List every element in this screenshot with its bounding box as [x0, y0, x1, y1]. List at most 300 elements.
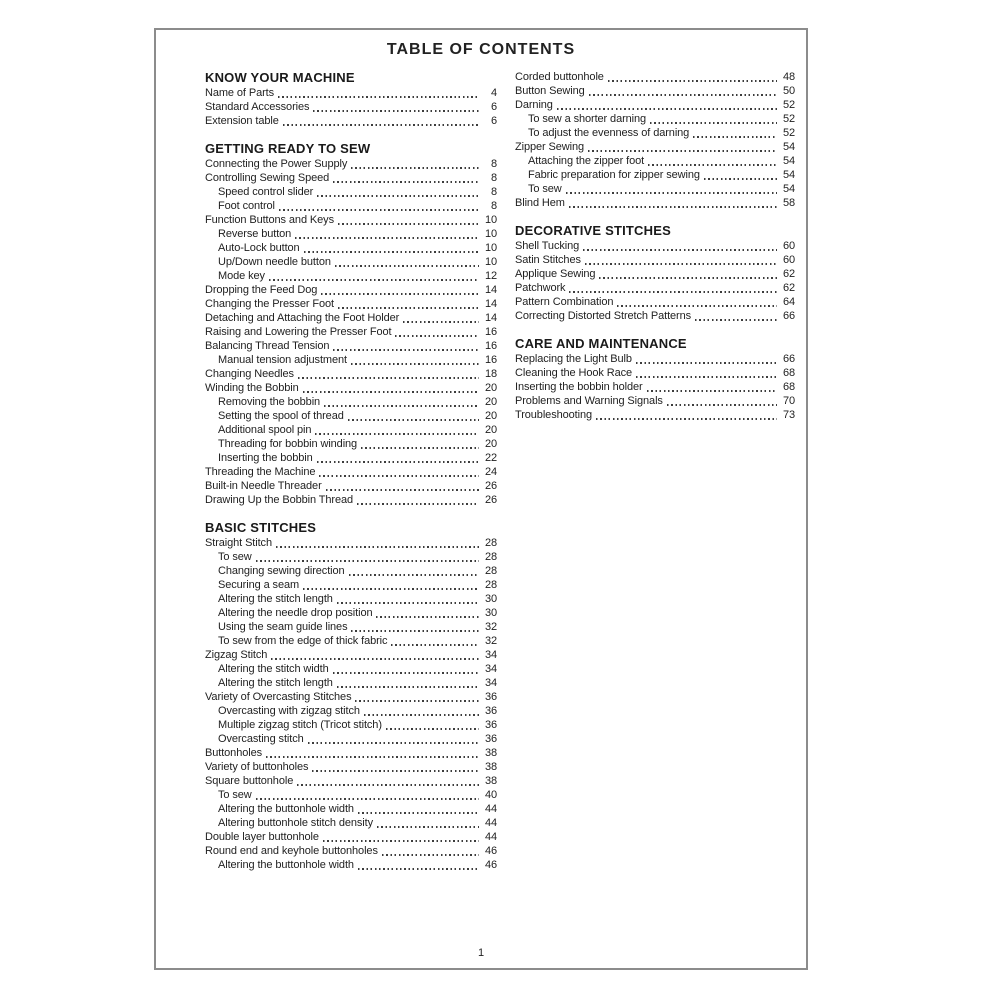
dot-leader — [557, 108, 777, 110]
toc-item — [515, 295, 795, 309]
toc-item — [515, 112, 795, 126]
toc-item-page: 54 — [782, 141, 795, 153]
toc-item — [515, 281, 795, 295]
toc-item-label: Round end and keyhole buttonholes — [205, 845, 378, 857]
toc-item-label: Changing sewing direction — [218, 565, 345, 577]
dot-leader — [266, 756, 479, 758]
toc-item-page: 20 — [484, 382, 497, 394]
toc-item — [205, 100, 497, 114]
toc-item — [205, 788, 497, 802]
toc-item-label: Zipper Sewing — [515, 141, 585, 153]
toc-item-page: 38 — [484, 775, 497, 787]
section-header: KNOW YOUR MACHINE — [205, 70, 355, 85]
toc-item-page: 10 — [484, 242, 497, 254]
dot-leader — [338, 307, 479, 309]
dot-leader — [391, 644, 479, 646]
toc-item-page: 36 — [484, 733, 497, 745]
toc-item-label: Altering the stitch length — [218, 593, 333, 605]
toc-item — [205, 690, 497, 704]
toc-item-label: Drawing Up the Bobbin Thread — [205, 494, 354, 506]
toc-item — [205, 704, 497, 718]
toc-item-label: Using the seam guide lines — [218, 621, 348, 633]
toc-item-label: Double layer buttonhole — [205, 831, 319, 843]
toc-item-label: Changing the Presser Foot — [205, 298, 334, 310]
dot-leader — [695, 319, 777, 321]
section-header: DECORATIVE STITCHES — [515, 223, 671, 238]
toc-item — [205, 114, 497, 128]
toc-item-page: 16 — [484, 326, 497, 338]
toc-item-page: 26 — [484, 494, 497, 506]
toc-item-page: 16 — [484, 340, 497, 352]
toc-item — [205, 381, 497, 395]
toc-item-page: 58 — [782, 197, 795, 209]
toc-item-label: Darning — [515, 99, 553, 111]
toc-item-page: 50 — [782, 85, 795, 97]
toc-item-label: Overcasting stitch — [218, 733, 304, 745]
toc-item-label: Altering the buttonhole width — [218, 803, 354, 815]
toc-item-label: Detaching and Attaching the Foot Holder — [205, 312, 400, 324]
toc-section — [515, 70, 795, 210]
toc-item — [515, 352, 795, 366]
toc-item-label: Balancing Thread Tension — [205, 340, 330, 352]
toc-item — [205, 437, 497, 451]
toc-item — [205, 227, 497, 241]
toc-item — [205, 802, 497, 816]
toc-item — [205, 199, 497, 213]
toc-item-label: Setting the spool of thread — [218, 410, 344, 422]
dot-leader — [704, 178, 777, 180]
toc-item-page: 48 — [782, 71, 795, 83]
toc-item-page: 16 — [484, 354, 497, 366]
dot-leader — [338, 223, 479, 225]
toc-item — [205, 395, 497, 409]
dot-leader — [283, 124, 479, 126]
toc-item-page: 18 — [484, 368, 497, 380]
toc-item — [205, 86, 497, 100]
dot-leader — [315, 433, 479, 435]
dot-leader — [358, 812, 479, 814]
toc-item — [515, 309, 795, 323]
toc-item-label: Replacing the Light Bulb — [515, 353, 632, 365]
dot-leader — [351, 363, 479, 365]
toc-item — [515, 394, 795, 408]
toc-item-label: Raising and Lowering the Presser Foot — [205, 326, 392, 338]
toc-item-page: 32 — [484, 621, 497, 633]
toc-item — [515, 70, 795, 84]
dot-leader — [636, 362, 777, 364]
toc-item — [515, 140, 795, 154]
toc-item-label: Fabric preparation for zipper sewing — [528, 169, 700, 181]
dot-leader — [319, 475, 479, 477]
toc-item-label: Extension table — [205, 115, 279, 127]
toc-item-page: 8 — [490, 200, 497, 212]
document-page — [154, 28, 808, 970]
toc-item-page: 44 — [484, 831, 497, 843]
section-header: BASIC STITCHES — [205, 520, 317, 535]
dot-leader — [303, 588, 479, 590]
toc-section — [515, 336, 795, 422]
toc-item-page: 36 — [484, 691, 497, 703]
dot-leader — [355, 700, 479, 702]
toc-item-page: 22 — [484, 452, 497, 464]
toc-item-label: Securing a seam — [218, 579, 300, 591]
toc-item-page: 54 — [782, 183, 795, 195]
toc-item-label: Cleaning the Hook Race — [515, 367, 633, 379]
toc-item-label: Altering the stitch length — [218, 677, 333, 689]
toc-item — [205, 255, 497, 269]
toc-item — [205, 241, 497, 255]
toc-item — [205, 479, 497, 493]
toc-item — [515, 126, 795, 140]
dot-leader — [585, 263, 777, 265]
dot-leader — [308, 742, 479, 744]
toc-item-label: Applique Sewing — [515, 268, 596, 280]
dot-leader — [333, 181, 479, 183]
dot-leader — [361, 447, 479, 449]
toc-item — [205, 732, 497, 746]
toc-item — [205, 564, 497, 578]
toc-item-page: 34 — [484, 663, 497, 675]
toc-item-label: Manual tension adjustment — [218, 354, 347, 366]
dot-leader — [647, 390, 777, 392]
dot-leader — [278, 96, 479, 98]
toc-item — [205, 550, 497, 564]
toc-item — [515, 267, 795, 281]
toc-item-page: 68 — [782, 381, 795, 393]
dot-leader — [608, 80, 777, 82]
dot-leader — [298, 377, 479, 379]
toc-item-label: To sew — [218, 551, 252, 563]
toc-item-page: 20 — [484, 424, 497, 436]
toc-item — [515, 196, 795, 210]
toc-item — [205, 606, 497, 620]
toc-item-page: 66 — [782, 310, 795, 322]
toc-item — [205, 578, 497, 592]
toc-item — [205, 213, 497, 227]
dot-leader — [395, 335, 479, 337]
dot-leader — [650, 122, 777, 124]
toc-item-label: Threading for bobbin winding — [218, 438, 358, 450]
toc-item — [205, 339, 497, 353]
toc-item — [515, 182, 795, 196]
dot-leader — [271, 658, 479, 660]
toc-item-page: 73 — [782, 409, 795, 421]
toc-item — [515, 154, 795, 168]
dot-leader — [386, 728, 479, 730]
toc-item-page: 32 — [484, 635, 497, 647]
toc-item — [205, 409, 497, 423]
toc-item-page: 38 — [484, 761, 497, 773]
toc-item-page: 10 — [484, 214, 497, 226]
toc-item — [515, 98, 795, 112]
toc-item-page: 60 — [782, 240, 795, 252]
dot-leader — [357, 503, 479, 505]
section-header: CARE AND MAINTENANCE — [515, 336, 687, 351]
toc-item-label: Reverse button — [218, 228, 292, 240]
toc-item — [205, 297, 497, 311]
toc-item — [515, 380, 795, 394]
toc-item-page: 28 — [484, 537, 497, 549]
toc-item-page: 60 — [782, 254, 795, 266]
toc-item-label: Shell Tucking — [515, 240, 580, 252]
toc-item-label: Blind Hem — [515, 197, 565, 209]
dot-leader — [569, 291, 777, 293]
toc-item-label: Altering the buttonhole width — [218, 859, 354, 871]
dot-leader — [335, 265, 479, 267]
toc-item-label: Pattern Combination — [515, 296, 614, 308]
dot-leader — [569, 206, 777, 208]
toc-item-label: Speed control slider — [218, 186, 314, 198]
toc-item — [205, 171, 497, 185]
toc-item-label: Corded buttonhole — [515, 71, 604, 83]
toc-item — [205, 283, 497, 297]
toc-item-page: 20 — [484, 410, 497, 422]
toc-item — [205, 325, 497, 339]
dot-leader — [321, 293, 479, 295]
dot-leader — [636, 376, 777, 378]
toc-item-label: To sew — [218, 789, 252, 801]
toc-item-label: Auto-Lock button — [218, 242, 300, 254]
toc-item — [205, 367, 497, 381]
toc-item-label: Altering the needle drop position — [218, 607, 373, 619]
dot-leader — [349, 574, 479, 576]
toc-item-page: 12 — [484, 270, 497, 282]
dot-leader — [269, 279, 479, 281]
dot-leader — [337, 686, 479, 688]
toc-item-label: Changing Needles — [205, 368, 294, 380]
toc-section — [205, 520, 497, 872]
toc-item-page: 26 — [484, 480, 497, 492]
toc-item-page: 14 — [484, 298, 497, 310]
dot-leader — [313, 110, 479, 112]
toc-item — [205, 816, 497, 830]
toc-item-page: 46 — [484, 845, 497, 857]
toc-item-label: Buttonholes — [205, 747, 262, 759]
toc-item-page: 10 — [484, 228, 497, 240]
toc-item-label: Foot control — [218, 200, 275, 212]
dot-leader — [351, 167, 479, 169]
toc-item-page: 36 — [484, 705, 497, 717]
toc-item — [515, 408, 795, 422]
dot-leader — [276, 546, 479, 548]
toc-item-page: 8 — [490, 172, 497, 184]
dot-leader — [295, 237, 479, 239]
toc-section — [205, 141, 497, 507]
dot-leader — [326, 489, 479, 491]
toc-item-page: 20 — [484, 396, 497, 408]
dot-leader — [317, 461, 479, 463]
toc-item-page: 8 — [490, 158, 497, 170]
toc-item-page: 54 — [782, 155, 795, 167]
toc-item — [205, 648, 497, 662]
toc-item-page: 20 — [484, 438, 497, 450]
toc-item-page: 52 — [782, 113, 795, 125]
toc-item-label: Attaching the zipper foot — [528, 155, 645, 167]
section-header: GETTING READY TO SEW — [205, 141, 371, 156]
toc-item-page: 30 — [484, 607, 497, 619]
dot-leader — [323, 840, 479, 842]
dot-leader — [599, 277, 777, 279]
dot-leader — [589, 94, 777, 96]
dot-leader — [297, 784, 479, 786]
toc-item-page: 38 — [484, 747, 497, 759]
toc-item-label: Problems and Warning Signals — [515, 395, 663, 407]
toc-item — [205, 423, 497, 437]
toc-item — [205, 536, 497, 550]
toc-item — [205, 451, 497, 465]
toc-item-page: 54 — [782, 169, 795, 181]
dot-leader — [667, 404, 777, 406]
toc-item-page: 68 — [782, 367, 795, 379]
toc-item-label: Altering buttonhole stitch density — [218, 817, 373, 829]
toc-item-label: Variety of buttonholes — [205, 761, 309, 773]
toc-item — [515, 253, 795, 267]
toc-column-right — [515, 70, 795, 422]
dot-leader — [358, 868, 479, 870]
toc-item-label: Name of Parts — [205, 87, 275, 99]
toc-item-label: Controlling Sewing Speed — [205, 172, 330, 184]
toc-item-label: Built-in Needle Threader — [205, 480, 322, 492]
toc-item-page: 62 — [782, 282, 795, 294]
toc-item-page: 52 — [782, 99, 795, 111]
dot-leader — [279, 209, 479, 211]
toc-item-label: Square buttonhole — [205, 775, 294, 787]
toc-item-label: Zigzag Stitch — [205, 649, 268, 661]
toc-item-label: Inserting the bobbin holder — [515, 381, 643, 393]
toc-item-label: Additional spool pin — [218, 424, 312, 436]
toc-item — [205, 353, 497, 367]
toc-item-label: Troubleshooting — [515, 409, 592, 421]
toc-item-page: 34 — [484, 649, 497, 661]
toc-item-page: 6 — [490, 101, 497, 113]
toc-item-page: 14 — [484, 284, 497, 296]
toc-column-left — [205, 70, 497, 872]
toc-item-page: 70 — [782, 395, 795, 407]
toc-item-label: Inserting the bobbin — [218, 452, 313, 464]
dot-leader — [333, 672, 479, 674]
dot-leader — [256, 798, 479, 800]
toc-item-page: 14 — [484, 312, 497, 324]
toc-item-label: To sew — [528, 183, 562, 195]
dot-leader — [588, 150, 777, 152]
toc-item — [205, 830, 497, 844]
dot-leader — [376, 616, 479, 618]
toc-item — [515, 84, 795, 98]
dot-leader — [256, 560, 479, 562]
toc-item-page: 30 — [484, 593, 497, 605]
toc-item-label: Threading the Machine — [205, 466, 316, 478]
toc-item-label: Correcting Distorted Stretch Patterns — [515, 310, 692, 322]
toc-item-page: 64 — [782, 296, 795, 308]
toc-item — [515, 366, 795, 380]
dot-leader — [403, 321, 479, 323]
toc-item-label: Mode key — [218, 270, 265, 282]
toc-item-page: 40 — [484, 789, 497, 801]
dot-leader — [312, 770, 479, 772]
toc-item — [205, 269, 497, 283]
toc-item-label: Overcasting with zigzag stitch — [218, 705, 360, 717]
toc-item-page: 28 — [484, 551, 497, 563]
toc-item-label: Dropping the Feed Dog — [205, 284, 318, 296]
dot-leader — [303, 391, 479, 393]
toc-item-label: To sew a shorter darning — [528, 113, 647, 125]
page-number: 1 — [477, 947, 485, 959]
toc-item-label: Straight Stitch — [205, 537, 272, 549]
toc-item — [205, 718, 497, 732]
toc-item-page: 6 — [490, 115, 497, 127]
toc-item-page: 62 — [782, 268, 795, 280]
toc-item — [205, 774, 497, 788]
toc-item-label: Connecting the Power Supply — [205, 158, 348, 170]
dot-leader — [566, 192, 777, 194]
dot-leader — [693, 136, 777, 138]
toc-item-label: Multiple zigzag stitch (Tricot stitch) — [218, 719, 382, 731]
toc-item-page: 10 — [484, 256, 497, 268]
toc-item-label: Removing the bobbin — [218, 396, 321, 408]
toc-item — [205, 185, 497, 199]
page-title: TABLE OF CONTENTS — [386, 41, 576, 58]
toc-item — [205, 493, 497, 507]
toc-item-page: 66 — [782, 353, 795, 365]
toc-item-page: 34 — [484, 677, 497, 689]
dot-leader — [382, 854, 479, 856]
toc-item-label: Button Sewing — [515, 85, 585, 97]
toc-item — [205, 662, 497, 676]
dot-leader — [333, 349, 479, 351]
toc-item-label: Winding the Bobbin — [205, 382, 299, 394]
toc-item-page: 28 — [484, 565, 497, 577]
dot-leader — [364, 714, 479, 716]
toc-item-label: Patchwork — [515, 282, 566, 294]
dot-leader — [337, 602, 479, 604]
toc-section — [515, 223, 795, 323]
toc-item-page: 36 — [484, 719, 497, 731]
toc-item — [205, 760, 497, 774]
toc-item-label: Variety of Overcasting Stitches — [205, 691, 352, 703]
toc-item — [205, 844, 497, 858]
toc-item-page: 44 — [484, 817, 497, 829]
dot-leader — [348, 419, 479, 421]
toc-section — [205, 70, 497, 128]
toc-item-label: Up/Down needle button — [218, 256, 331, 268]
toc-item-page: 8 — [490, 186, 497, 198]
toc-item — [205, 311, 497, 325]
toc-item-page: 28 — [484, 579, 497, 591]
toc-item — [205, 465, 497, 479]
toc-item-page: 46 — [484, 859, 497, 871]
dot-leader — [304, 251, 479, 253]
toc-item-page: 24 — [484, 466, 497, 478]
dot-leader — [317, 195, 479, 197]
toc-item-label: Satin Stitches — [515, 254, 581, 266]
toc-item — [205, 858, 497, 872]
toc-item — [515, 168, 795, 182]
toc-item — [205, 592, 497, 606]
toc-item-label: Standard Accessories — [205, 101, 310, 113]
dot-leader — [596, 418, 777, 420]
toc-item-page: 52 — [782, 127, 795, 139]
dot-leader — [351, 630, 479, 632]
toc-item-label: Function Buttons and Keys — [205, 214, 334, 226]
toc-item-page: 44 — [484, 803, 497, 815]
toc-item — [515, 239, 795, 253]
toc-item-label: To sew from the edge of thick fabric — [218, 635, 388, 647]
dot-leader — [617, 305, 777, 307]
toc-item-page: 4 — [490, 87, 497, 99]
toc-item — [205, 746, 497, 760]
toc-item — [205, 676, 497, 690]
dot-leader — [324, 405, 479, 407]
